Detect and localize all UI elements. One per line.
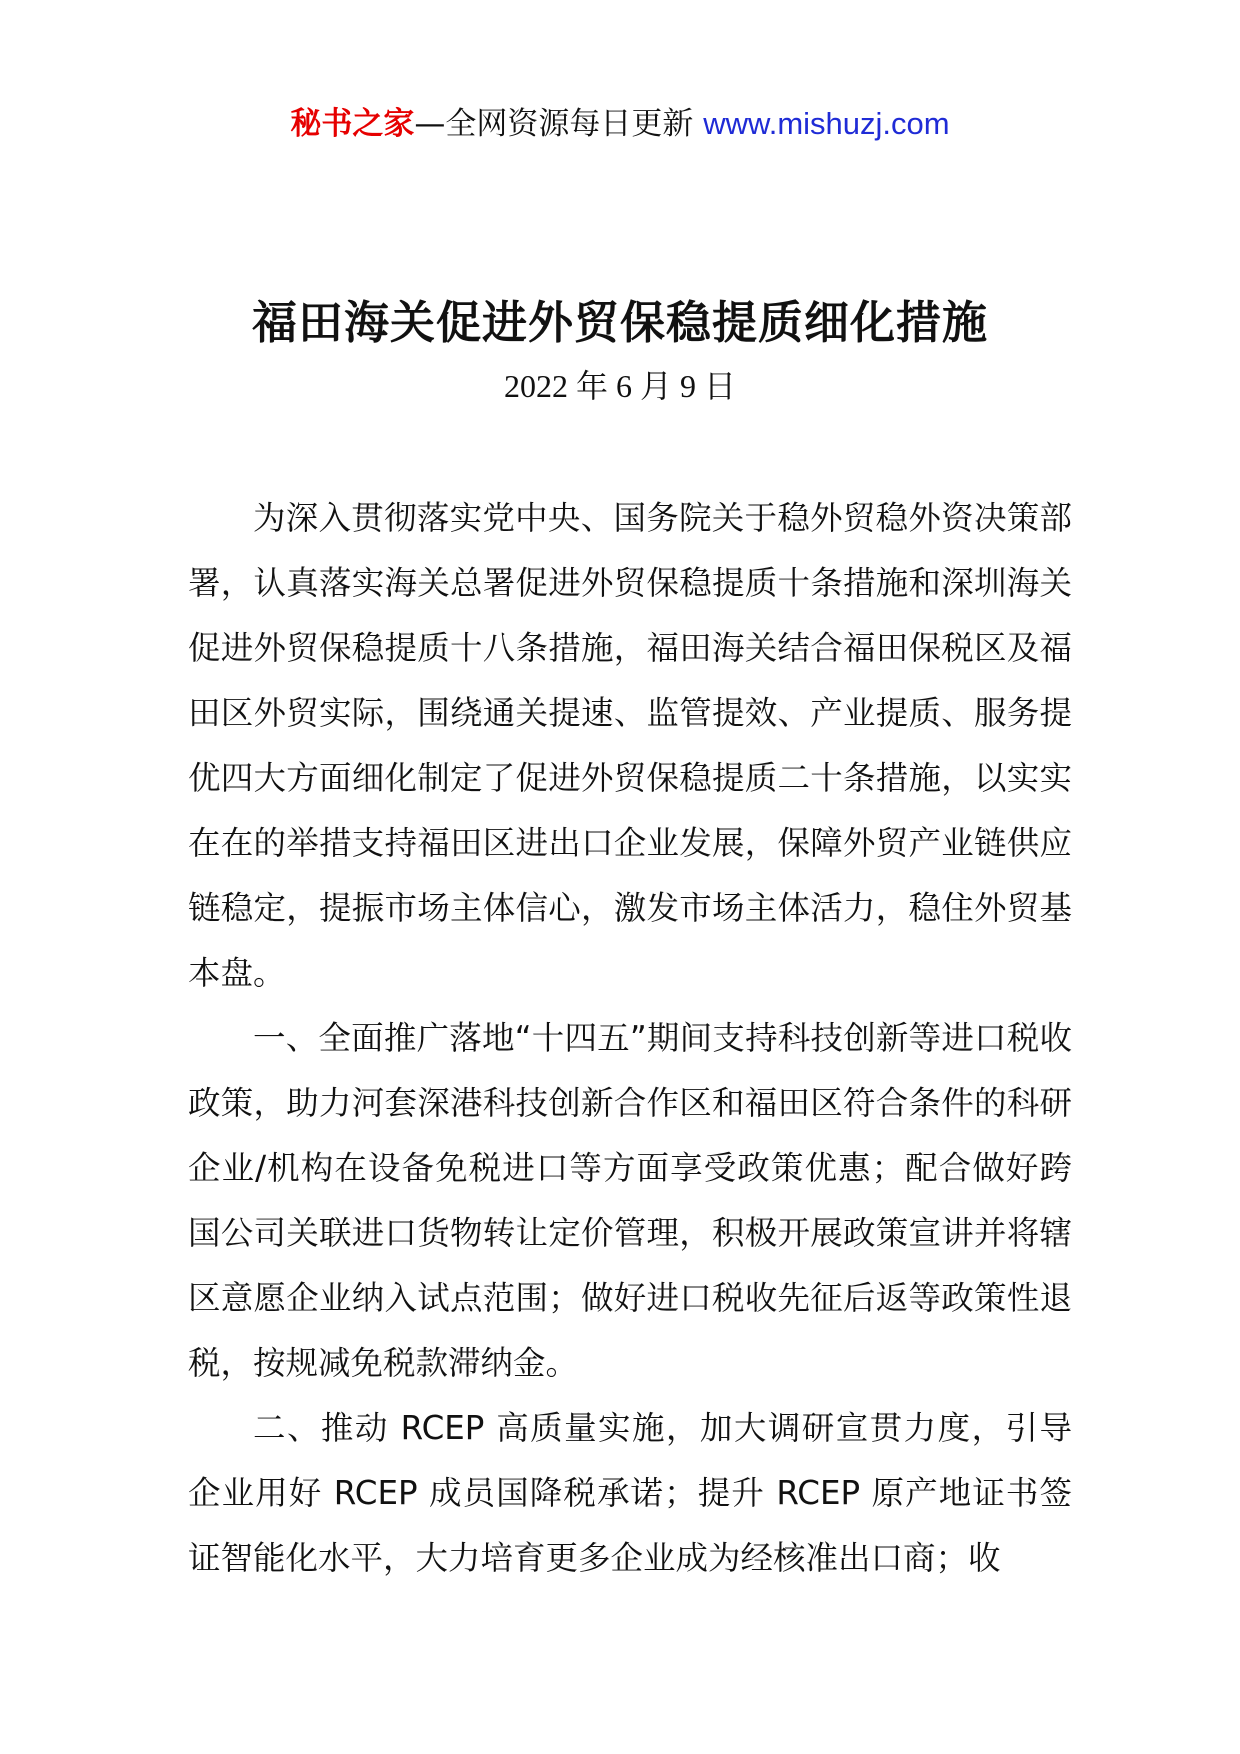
brand-name: 秘书之家 <box>290 106 415 142</box>
site-url-link[interactable]: www.mishuzj.com <box>703 106 950 141</box>
document-date: 2022 年 6 月 9 日 <box>503 368 736 404</box>
header-tagline: —全网资源每日更新 <box>414 106 694 142</box>
paragraph-measure-2: 二、推动 RCEP 高质量实施，加大调研宣贯力度，引导企业用好 RCEP 成员国降税承诺；提升 RCEP 原产地证书签证智能化水平，大力培育更多企业成为经核准出口商；收 <box>188 1409 1072 1577</box>
document-title: 福田海关促进外贸保稳提质细化措施 <box>251 296 988 349</box>
paragraph-measure-1: 一、全面推广落地“十四五”期间支持科技创新等进口税收政策，助力河套深港科技创新合作区和福田区符合条件的科研企业/机构在设备免税进口等方面享受政策优惠；配合做好跨国公司关联进口货物转让定价管理，积极开展政策宣讲并将辖区意愿企业纳入试点范围；做好进口税收先征后返等政策性退税，按规减免税款滞纳金。 <box>188 1019 1072 1382</box>
document-body <box>188 486 1072 1591</box>
site-header-banner <box>0 100 1240 148</box>
paragraph-intro: 为深入贯彻落实党中央、国务院关于稳外贸稳外资决策部署，认真落实海关总署促进外贸保稳提质十条措施和深圳海关促进外贸保稳提质十八条措施，福田海关结合福田保税区及福田区外贸实际，围绕通关提速、监管提效、产业提质、服务提优四大方面细化制定了促进外贸保稳提质二十条措施，以实实在在的举措支持福田区进出口企业发展，保障外贸产业链供应链稳定，提振市场主体信心，激发市场主体活力，稳住外贸基本盘。 <box>188 499 1072 992</box>
